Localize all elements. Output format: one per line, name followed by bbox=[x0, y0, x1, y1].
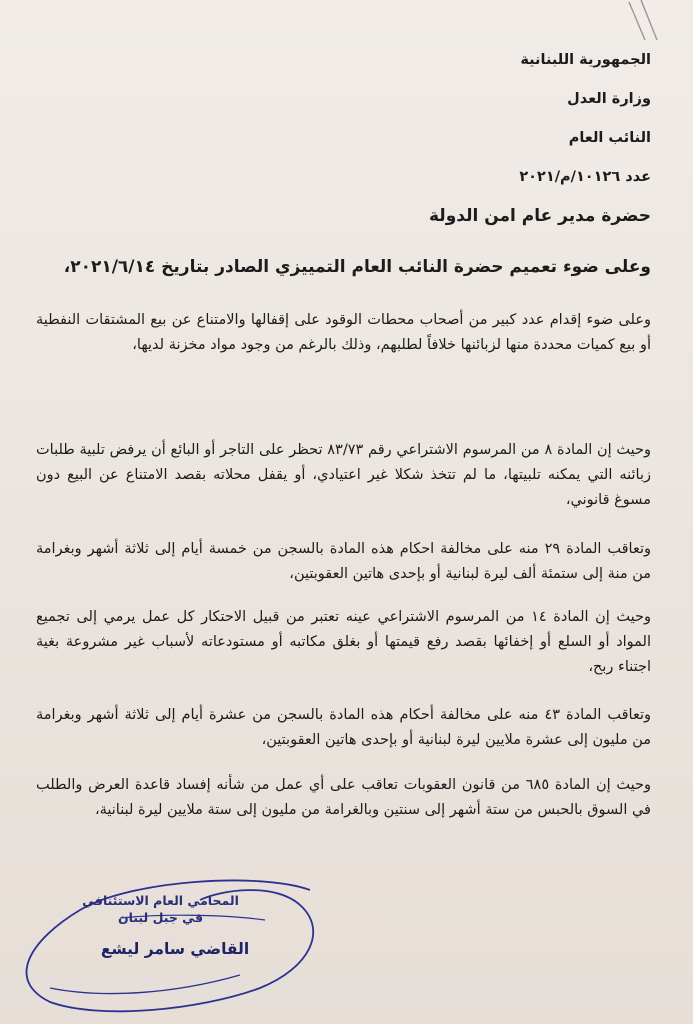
paragraph-intro: وعلى ضوء إقدام عدد كبير من أصحاب محطات الوقود على إقفالها والامتناع عن بيع المشتقات النفطية أو بيع كميات محددة منها لزبائنها خلافاً لطلبهم، وذلك بالرغم من وجود مواد مخزنة لديها، bbox=[36, 312, 651, 353]
subject-line: وعلى ضوء تعميم حضرة النائب العام التمييزي الصادر بتاريخ ٢٠٢١/٦/١٤، bbox=[63, 257, 651, 277]
signature-title-line1: المحامي العام الاستئنافي bbox=[82, 893, 239, 908]
paragraph-article-685: وحيث إن المادة ٦٨٥ من قانون العقوبات تعاقب على أي عمل من شأنه إفساد قاعدة العرض والطلب في السوق بالحبس من ستة أشهر إلى سنتين وبالغرامة من مليون إلى ستة ملايين ليرة لبنانية، bbox=[36, 777, 652, 818]
margin-tick-marks bbox=[623, 0, 663, 44]
header-office: النائب العام bbox=[568, 130, 651, 146]
header-reference: عدد ١٠١٢٦/م/٢٠٢١ bbox=[519, 169, 651, 185]
addressee-line: حضرة مدير عام امن الدولة bbox=[429, 206, 651, 226]
signature-title bbox=[68, 892, 253, 926]
paragraph-article-29: وتعاقب المادة ٢٩ منه على مخالفة احكام هذه المادة بالسجن من خمسة أيام إلى ثلاثة أشهر وبغرامة من منة إلى ستمئة ألف ليرة لبنانية أو بإحدى هاتين العقوبتين، bbox=[36, 541, 652, 582]
signature-title-line2: في جبل لبنان bbox=[117, 910, 204, 925]
paragraph-article-8: وحيث إن المادة ٨ من المرسوم الاشتراعي رقم ٨٣/٧٣ تحظر على التاجر أو البائع أن يرفض تلبية طلبات زبائنه التي يمكنه تلبيتها، ما لم تتخذ شكلا غير اعتيادي، أو يقفل محلاته بقصد الامتناع عن البيع دون مسوغ قانوني، bbox=[36, 442, 652, 508]
header-country: الجمهورية اللبنانية bbox=[520, 52, 651, 68]
signature-name: القاضي سامر ليشع bbox=[100, 940, 250, 958]
header-ministry: وزارة العدل bbox=[567, 91, 651, 107]
paragraph-article-43: وتعاقب المادة ٤٣ منه على مخالفة أحكام هذه المادة بالسجن من عشرة أيام إلى ثلاثة أشهر وبغرامة من مليون إلى عشرة ملايين ليرة لبنانية أو بإحدى هاتين العقوبتين، bbox=[36, 707, 651, 748]
paragraph-article-14: وحيث إن المادة ١٤ من المرسوم الاشتراعي عينه تعتبر من قبيل الاحتكار كل عمل يرمي إلى تجميع المواد أو السلع أو إخفائها بقصد رفع قيمتها أو بغلق مكاتبه أو مستودعاته لأسباب غير مشروعة بغية اجتناء ربح، bbox=[36, 609, 651, 675]
